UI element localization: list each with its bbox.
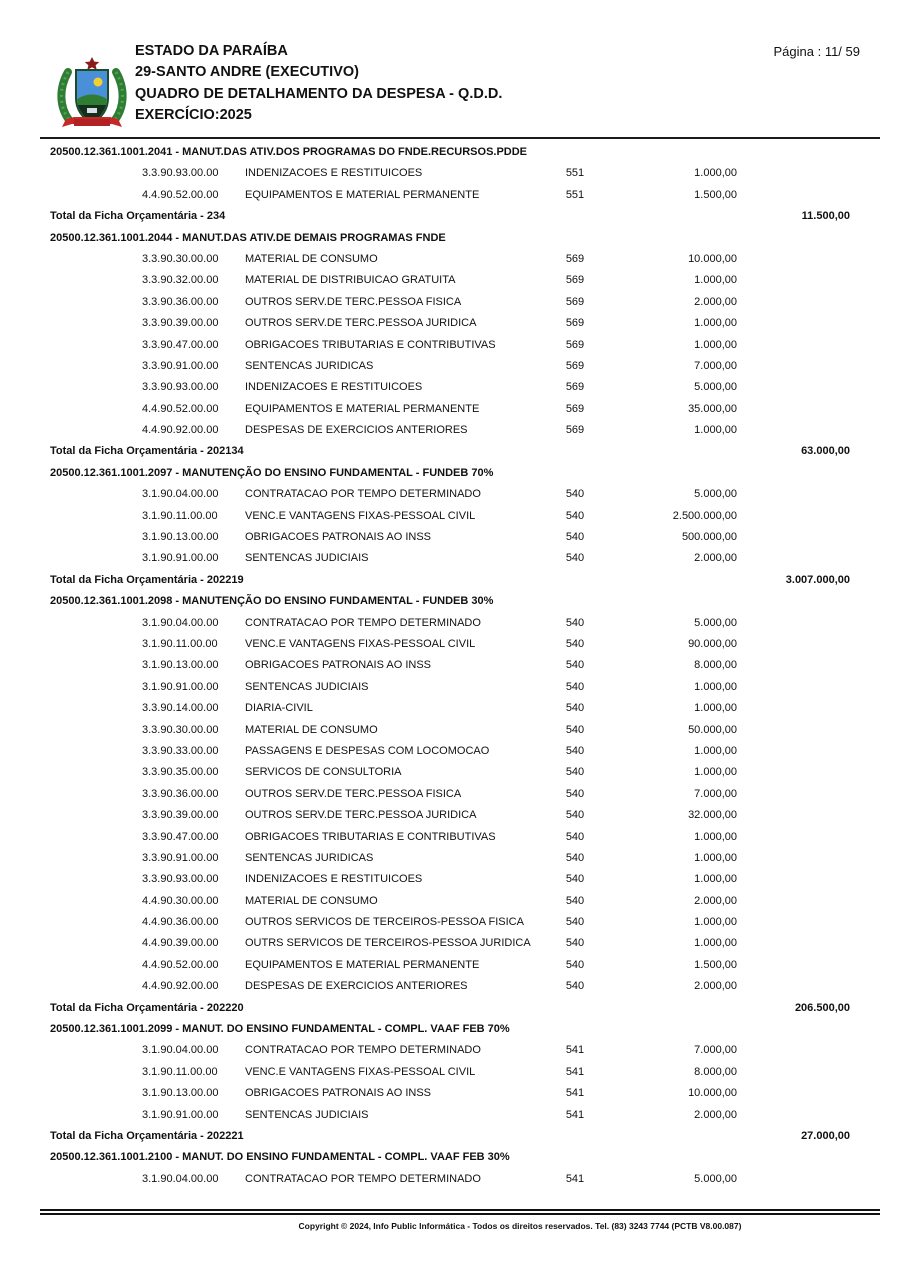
org-name: ESTADO DA PARAÍBA xyxy=(135,43,288,59)
total-label: Total da Ficha Orçamentária - 202220 xyxy=(50,1001,244,1014)
ficha-number: 540 xyxy=(565,958,585,971)
ficha-number: 551 xyxy=(565,167,585,180)
table-row xyxy=(40,548,880,569)
expense-description: EQUIPAMENTOS E MATERIAL PERMANENTE xyxy=(245,402,480,415)
expense-description: OBRIGACOES PATRONAIS AO INSS xyxy=(245,531,432,544)
table-row xyxy=(40,976,880,997)
table-row xyxy=(40,912,880,933)
expense-code: 3.3.90.47.00.00 xyxy=(142,830,219,843)
expense-value: 5.000,00 xyxy=(694,381,737,394)
expense-description: OBRIGACOES TRIBUTARIAS E CONTRIBUTIVAS xyxy=(245,830,496,843)
ficha-number: 540 xyxy=(565,552,585,565)
ficha-number: 540 xyxy=(565,830,585,843)
section-header: 20500.12.361.1001.2099 - MANUT. DO ENSINO FUNDAMENTAL - COMPL. VAAF FEB 70% xyxy=(50,1023,510,1036)
ficha-number: 569 xyxy=(565,317,585,330)
expense-value: 1.000,00 xyxy=(694,873,737,886)
expense-description: OBRIGACOES PATRONAIS AO INSS xyxy=(245,659,432,672)
page-number: Página : 11/ 59 xyxy=(773,44,860,59)
table-row xyxy=(40,163,880,184)
section-header: 20500.12.361.1001.2100 - MANUT. DO ENSINO FUNDAMENTAL - COMPL. VAAF FEB 30% xyxy=(50,1151,510,1164)
ficha-number: 569 xyxy=(565,295,585,308)
table-row xyxy=(40,784,880,805)
expense-value: 1.000,00 xyxy=(694,424,737,437)
footer-rule xyxy=(40,1209,880,1215)
expense-code: 3.3.90.36.00.00 xyxy=(142,295,219,308)
section-header: 20500.12.361.1001.2098 - MANUTENÇÃO DO ENSINO FUNDAMENTAL - FUNDEB 30% xyxy=(50,595,494,608)
ficha-number: 540 xyxy=(565,680,585,693)
expense-code: 3.3.90.39.00.00 xyxy=(142,317,219,330)
expense-code: 3.3.90.93.00.00 xyxy=(142,873,219,886)
section-total-row xyxy=(40,570,880,591)
expense-value: 8.000,00 xyxy=(694,1065,737,1078)
expense-description: OBRIGACOES PATRONAIS AO INSS xyxy=(245,1087,432,1100)
ficha-number: 540 xyxy=(565,916,585,929)
table-row xyxy=(40,399,880,420)
expense-code: 3.1.90.13.00.00 xyxy=(142,531,219,544)
expense-description: SENTENCAS JUDICIAIS xyxy=(245,1108,369,1121)
section-header: 20500.12.361.1001.2041 - MANUT.DAS ATIV.DOS PROGRAMAS DO FNDE.RECURSOS.PDDE xyxy=(50,146,528,158)
expense-value: 2.000,00 xyxy=(694,894,737,907)
table-row xyxy=(40,377,880,398)
table-row xyxy=(40,698,880,719)
expense-value: 2.000,00 xyxy=(694,1108,737,1121)
expense-code: 3.1.90.13.00.00 xyxy=(142,1087,219,1100)
expense-value: 1.000,00 xyxy=(694,744,737,757)
table-row xyxy=(40,527,880,548)
ficha-number: 540 xyxy=(565,980,585,993)
expense-code: 3.3.90.93.00.00 xyxy=(142,167,219,180)
expense-value: 1.000,00 xyxy=(694,338,737,351)
expense-value: 1.500,00 xyxy=(694,958,737,971)
table-row xyxy=(40,1040,880,1061)
expense-code: 3.1.90.11.00.00 xyxy=(142,1065,218,1078)
total-value: 11.500,00 xyxy=(801,210,850,223)
expense-value: 2.000,00 xyxy=(694,295,737,308)
expense-value: 10.000,00 xyxy=(688,252,737,265)
expense-value: 7.000,00 xyxy=(694,1044,737,1057)
table-row xyxy=(40,1105,880,1126)
paraiba-coat-of-arms-logo xyxy=(54,56,130,138)
section-header: 20500.12.361.1001.2044 - MANUT.DAS ATIV.DE DEMAIS PROGRAMAS FNDE xyxy=(50,231,446,244)
coat-of-arms-icon xyxy=(54,56,130,138)
section-total-row xyxy=(40,441,880,462)
header-titles xyxy=(135,41,502,127)
expense-value: 1.000,00 xyxy=(694,167,737,180)
expense-code: 3.3.90.39.00.00 xyxy=(142,809,219,822)
exercise-year: EXERCÍCIO:2025 xyxy=(135,107,252,124)
expense-value: 1.000,00 xyxy=(694,766,737,779)
expense-description: DESPESAS DE EXERCICIOS ANTERIORES xyxy=(245,424,468,437)
entity-name: 29-SANTO ANDRE (EXECUTIVO) xyxy=(135,64,359,81)
ficha-number: 540 xyxy=(565,787,585,800)
expense-description: CONTRATACAO POR TEMPO DETERMINADO xyxy=(245,616,481,629)
expense-description: MATERIAL DE CONSUMO xyxy=(245,894,378,907)
expense-code: 3.3.90.30.00.00 xyxy=(142,723,219,736)
expense-description: CONTRATACAO POR TEMPO DETERMINADO xyxy=(245,488,481,501)
expense-description: OUTRS SERVICOS DE TERCEIROS-PESSOA JURIDICA xyxy=(245,937,531,950)
expense-value: 1.000,00 xyxy=(694,317,737,330)
ficha-number: 540 xyxy=(565,616,585,629)
table-row xyxy=(40,677,880,698)
ficha-number: 569 xyxy=(565,402,585,415)
expense-value: 5.000,00 xyxy=(694,1172,737,1185)
table-row xyxy=(40,891,880,912)
ficha-number: 541 xyxy=(565,1108,585,1121)
ficha-number: 540 xyxy=(565,809,585,822)
expense-value: 1.000,00 xyxy=(694,830,737,843)
expense-description: VENC.E VANTAGENS FIXAS-PESSOAL CIVIL xyxy=(245,1065,476,1078)
table-row xyxy=(40,356,880,377)
table-row xyxy=(40,613,880,634)
expense-code: 3.3.90.91.00.00 xyxy=(142,359,219,372)
table-row xyxy=(40,1169,880,1190)
ficha-number: 540 xyxy=(565,873,585,886)
expense-code: 4.4.90.52.00.00 xyxy=(142,958,219,971)
expense-code: 3.1.90.11.00.00 xyxy=(142,637,218,650)
expense-table xyxy=(40,137,880,1190)
table-row xyxy=(40,1083,880,1104)
expense-description: DIARIA-CIVIL xyxy=(245,702,313,715)
ficha-number: 540 xyxy=(565,766,585,779)
expense-value: 8.000,00 xyxy=(694,659,737,672)
table-row xyxy=(40,313,880,334)
expense-value: 10.000,00 xyxy=(688,1087,737,1100)
expense-value: 1.000,00 xyxy=(694,274,737,287)
expense-code: 3.3.90.30.00.00 xyxy=(142,252,219,265)
expense-description: INDENIZACOES E RESTITUICOES xyxy=(245,873,423,886)
expense-code: 3.1.90.04.00.00 xyxy=(142,616,219,629)
expense-description: SERVICOS DE CONSULTORIA xyxy=(245,766,402,779)
total-value: 27.000,00 xyxy=(801,1129,850,1142)
table-row xyxy=(40,762,880,783)
section-total-row xyxy=(40,1126,880,1147)
expense-value: 7.000,00 xyxy=(694,359,737,372)
copyright-text: Copyright © 2024, Info Public Informática - Todos os direitos reservados. Tel. (83) 3243 7744 (PCTB V8.00.087) xyxy=(298,1221,742,1231)
expense-code: 4.4.90.52.00.00 xyxy=(142,188,219,201)
expense-code: 3.3.90.36.00.00 xyxy=(142,787,219,800)
expense-code: 3.3.90.93.00.00 xyxy=(142,381,219,394)
table-row xyxy=(40,634,880,655)
ficha-number: 569 xyxy=(565,359,585,372)
ficha-number: 541 xyxy=(565,1087,585,1100)
expense-code: 4.4.90.36.00.00 xyxy=(142,916,219,929)
total-label: Total da Ficha Orçamentária - 202219 xyxy=(50,573,244,586)
report-title: QUADRO DE DETALHAMENTO DA DESPESA - Q.D.D. xyxy=(135,85,503,102)
expense-description: VENC.E VANTAGENS FIXAS-PESSOAL CIVIL xyxy=(245,509,476,522)
total-value: 3.007.000,00 xyxy=(785,573,850,586)
expense-value: 1.000,00 xyxy=(694,680,737,693)
expense-value: 1.000,00 xyxy=(694,916,737,929)
expense-description: OUTROS SERV.DE TERC.PESSOA FISICA xyxy=(245,787,462,800)
ficha-number: 551 xyxy=(565,188,585,201)
expense-value: 50.000,00 xyxy=(688,723,737,736)
ficha-number: 540 xyxy=(565,937,585,950)
ficha-number: 540 xyxy=(565,531,585,544)
total-value: 206.500,00 xyxy=(794,1001,850,1014)
ficha-number: 540 xyxy=(565,637,585,650)
expense-description: SENTENCAS JURIDICAS xyxy=(245,359,374,372)
expense-description: SENTENCAS JURIDICAS xyxy=(245,851,374,864)
expense-code: 3.3.90.33.00.00 xyxy=(142,744,219,757)
expense-code: 4.4.90.39.00.00 xyxy=(142,937,219,950)
expense-value: 5.000,00 xyxy=(694,616,737,629)
ficha-number: 569 xyxy=(565,338,585,351)
expense-code: 4.4.90.92.00.00 xyxy=(142,980,219,993)
section-header: 20500.12.361.1001.2097 - MANUTENÇÃO DO ENSINO FUNDAMENTAL - FUNDEB 70% xyxy=(50,466,494,479)
expense-code: 3.3.90.35.00.00 xyxy=(142,766,219,779)
ficha-number: 541 xyxy=(565,1065,585,1078)
expense-code: 4.4.90.52.00.00 xyxy=(142,402,219,415)
table-row xyxy=(40,848,880,869)
expense-description: MATERIAL DE CONSUMO xyxy=(245,252,378,265)
section-total-row xyxy=(40,998,880,1019)
expense-code: 3.1.90.91.00.00 xyxy=(142,680,219,693)
total-label: Total da Ficha Orçamentária - 202221 xyxy=(50,1129,244,1142)
expense-description: CONTRATACAO POR TEMPO DETERMINADO xyxy=(245,1172,481,1185)
expense-value: 2.000,00 xyxy=(694,552,737,565)
expense-code: 3.3.90.14.00.00 xyxy=(142,702,219,715)
table-row xyxy=(40,420,880,441)
expense-description: DESPESAS DE EXERCICIOS ANTERIORES xyxy=(245,980,468,993)
ficha-number: 540 xyxy=(565,851,585,864)
expense-description: MATERIAL DE CONSUMO xyxy=(245,723,378,736)
ficha-number: 540 xyxy=(565,509,585,522)
ficha-number: 569 xyxy=(565,424,585,437)
expense-value: 7.000,00 xyxy=(694,787,737,800)
ficha-number: 569 xyxy=(565,381,585,394)
ficha-number: 540 xyxy=(565,659,585,672)
expense-description: INDENIZACOES E RESTITUICOES xyxy=(245,381,423,394)
expense-description: VENC.E VANTAGENS FIXAS-PESSOAL CIVIL xyxy=(245,637,476,650)
table-row xyxy=(40,335,880,356)
expense-code: 3.1.90.91.00.00 xyxy=(142,1108,219,1121)
total-label: Total da Ficha Orçamentária - 202134 xyxy=(50,445,244,458)
ficha-number: 569 xyxy=(565,252,585,265)
expense-description: CONTRATACAO POR TEMPO DETERMINADO xyxy=(245,1044,481,1057)
ficha-number: 540 xyxy=(565,744,585,757)
expense-description: OUTROS SERV.DE TERC.PESSOA JURIDICA xyxy=(245,809,477,822)
expense-description: SENTENCAS JUDICIAIS xyxy=(245,680,369,693)
expense-description: OUTROS SERV.DE TERC.PESSOA FISICA xyxy=(245,295,462,308)
table-row xyxy=(40,249,880,270)
expense-code: 3.1.90.04.00.00 xyxy=(142,488,219,501)
expense-code: 3.1.90.13.00.00 xyxy=(142,659,219,672)
table-row xyxy=(40,292,880,313)
expense-value: 35.000,00 xyxy=(688,402,737,415)
table-row xyxy=(40,933,880,954)
ficha-number: 541 xyxy=(565,1172,585,1185)
expense-value: 1.000,00 xyxy=(694,937,737,950)
expense-code: 3.1.90.91.00.00 xyxy=(142,552,219,565)
expense-code: 3.3.90.32.00.00 xyxy=(142,274,219,287)
expense-code: 4.4.90.92.00.00 xyxy=(142,424,219,437)
expense-code: 4.4.90.30.00.00 xyxy=(142,894,219,907)
expense-description: PASSAGENS E DESPESAS COM LOCOMOCAO xyxy=(245,744,490,757)
expense-description: OUTROS SERV.DE TERC.PESSOA JURIDICA xyxy=(245,317,477,330)
expense-description: OBRIGACOES TRIBUTARIAS E CONTRIBUTIVAS xyxy=(245,338,496,351)
table-row xyxy=(40,805,880,826)
expense-description: OUTROS SERVICOS DE TERCEIROS-PESSOA FISICA xyxy=(245,916,524,929)
expense-description: EQUIPAMENTOS E MATERIAL PERMANENTE xyxy=(245,188,480,201)
ficha-number: 540 xyxy=(565,702,585,715)
table-row xyxy=(40,955,880,976)
expense-description: MATERIAL DE DISTRIBUICAO GRATUITA xyxy=(245,274,456,287)
table-row xyxy=(40,1062,880,1083)
ficha-number: 540 xyxy=(565,723,585,736)
expense-value: 32.000,00 xyxy=(688,809,737,822)
table-row xyxy=(40,506,880,527)
total-label: Total da Ficha Orçamentária - 234 xyxy=(50,210,226,223)
expense-value: 5.000,00 xyxy=(694,488,737,501)
expense-code: 3.3.90.47.00.00 xyxy=(142,338,219,351)
expense-value: 1.000,00 xyxy=(694,851,737,864)
table-row xyxy=(40,869,880,890)
table-row xyxy=(40,185,880,206)
section-total-row xyxy=(40,206,880,227)
expense-code: 3.1.90.04.00.00 xyxy=(142,1172,219,1185)
ficha-number: 540 xyxy=(565,488,585,501)
expense-value: 1.500,00 xyxy=(694,188,737,201)
expense-value: 90.000,00 xyxy=(688,637,737,650)
ficha-number: 540 xyxy=(565,894,585,907)
expense-description: EQUIPAMENTOS E MATERIAL PERMANENTE xyxy=(245,958,480,971)
total-value: 63.000,00 xyxy=(801,445,850,458)
ficha-number: 541 xyxy=(565,1044,585,1057)
table-row xyxy=(40,741,880,762)
expense-value: 500.000,00 xyxy=(681,531,737,544)
table-row xyxy=(40,720,880,741)
table-row xyxy=(40,827,880,848)
expense-code: 3.1.90.04.00.00 xyxy=(142,1044,219,1057)
table-row xyxy=(40,655,880,676)
expense-description: INDENIZACOES E RESTITUICOES xyxy=(245,167,423,180)
ficha-number: 569 xyxy=(565,274,585,287)
expense-code: 3.3.90.91.00.00 xyxy=(142,851,219,864)
expense-value: 2.000,00 xyxy=(694,980,737,993)
table-row xyxy=(40,484,880,505)
expense-code: 3.1.90.11.00.00 xyxy=(142,509,218,522)
expense-value: 2.500.000,00 xyxy=(672,509,737,522)
expense-value: 1.000,00 xyxy=(694,702,737,715)
table-row xyxy=(40,270,880,291)
expense-description: SENTENCAS JUDICIAIS xyxy=(245,552,369,565)
